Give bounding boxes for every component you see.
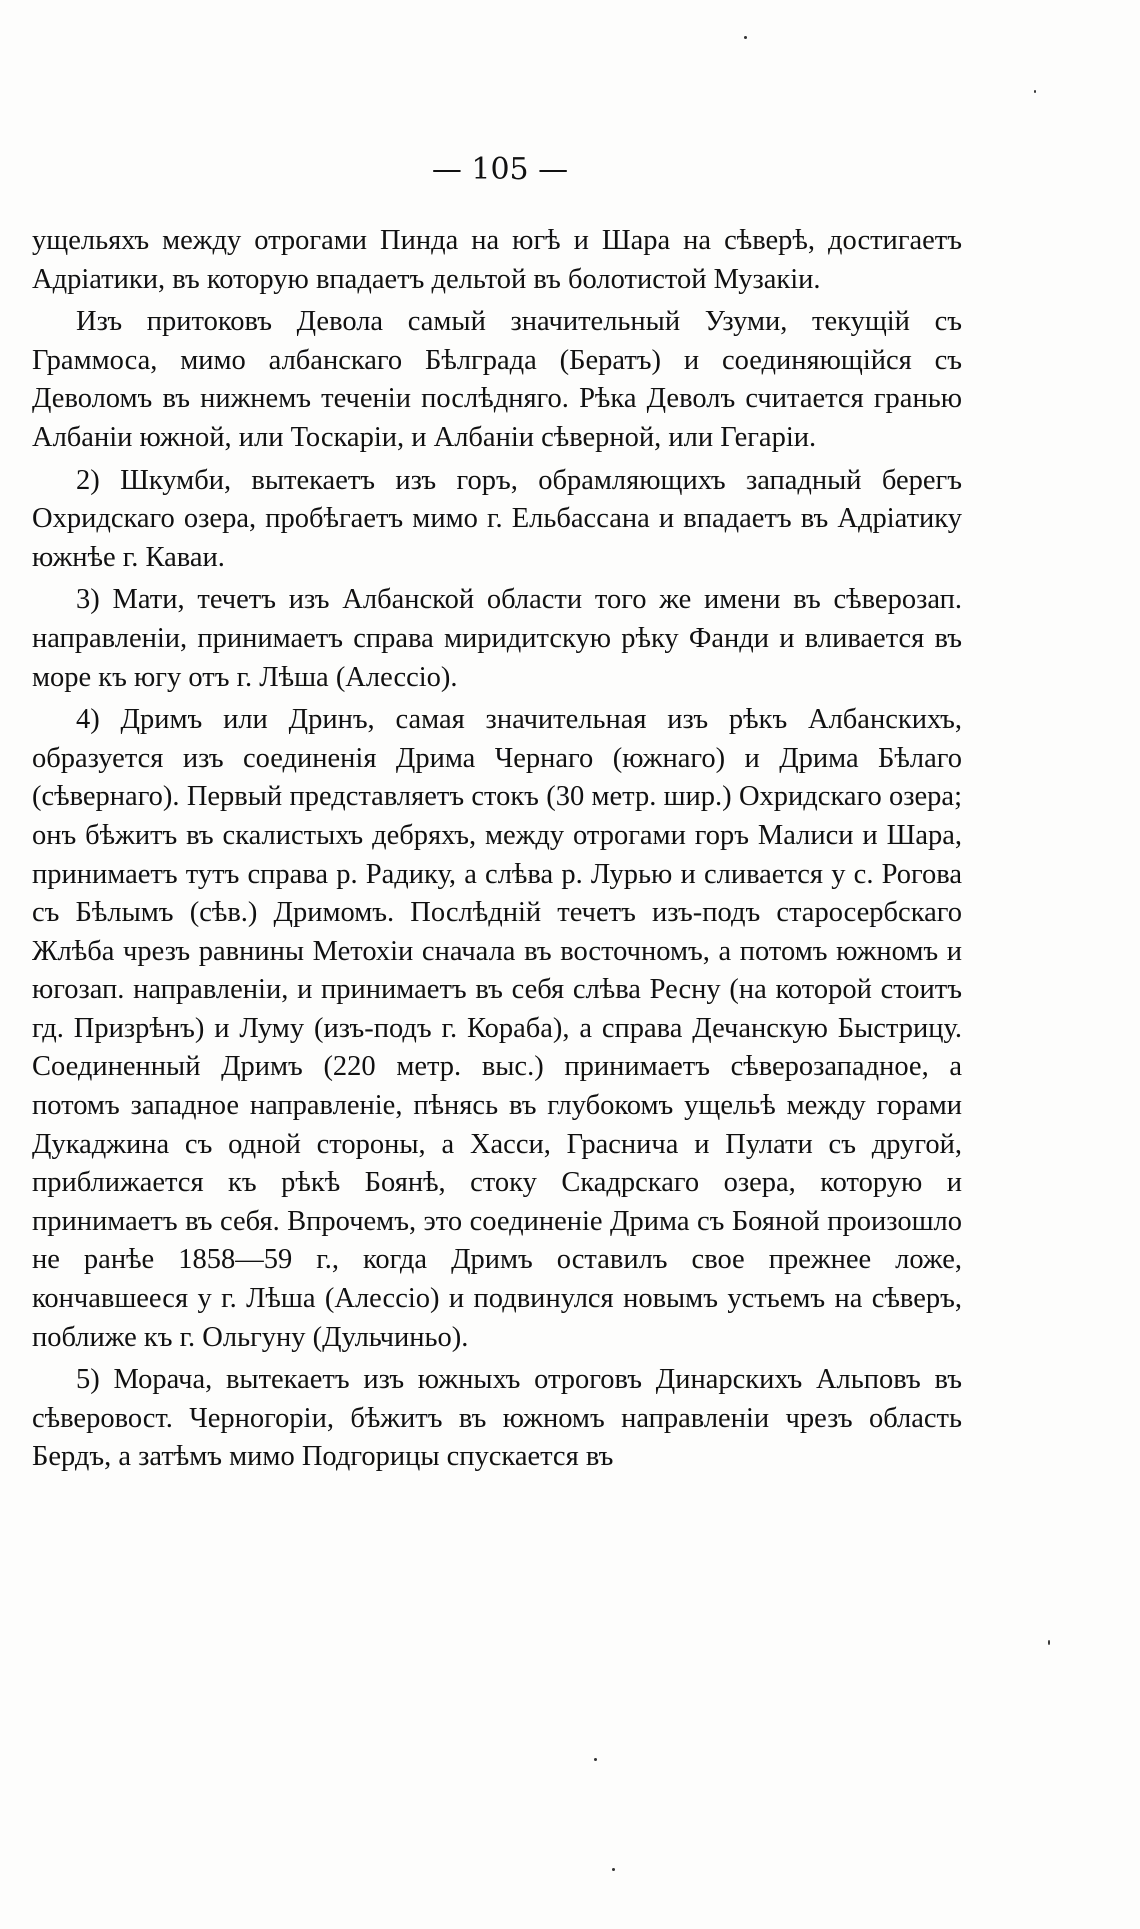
paragraph-1: ущельяхъ между отрогами Пинда на югѣ и Шара на сѣверѣ, достигаетъ Адріатики, въ которую впадаетъ дельтой въ болотистой Музакіи.	[32, 225, 962, 295]
body-text	[32, 222, 962, 1481]
paragraph-6: 5) Морача, вытекаетъ изъ южныхъ отроговъ Динарскихъ Альповъ въ сѣверовост. Черногоріи, бѣжитъ въ южномъ направленіи чрезъ область Бердъ, а затѣмъ мимо Подгорицы спускается въ	[32, 1364, 962, 1473]
paragraph-2: Изъ притоковъ Девола самый значительный Узуми, текущій съ Граммоса, мимо албанскаго Бѣлграда (Бератъ) и соединяющійся съ Деволомъ въ нижнемъ теченіи послѣдняго. Рѣка Деволъ считается гранью Албаніи южной, или Тоскаріи, и Албаніи сѣверной, или Гегаріи.	[32, 306, 962, 453]
scan-speck	[744, 36, 747, 39]
scan-speck	[1048, 1640, 1050, 1645]
scan-speck	[1034, 90, 1036, 93]
scan-speck	[612, 1868, 615, 1871]
page-number: — 105 —	[431, 152, 569, 187]
paragraph-4: 3) Мати, течетъ изъ Албанской области того же имени въ сѣверозап. направленіи, принимаетъ справа миридитскую рѣку Фанди и вливается въ море къ югу отъ г. Лѣша (Алессіо).	[32, 584, 962, 693]
scan-speck	[594, 1758, 597, 1761]
paragraph-5: 4) Дримъ или Дринъ, самая значительная изъ рѣкъ Албанскихъ, образуется изъ соединенія Дрима Чернаго (южнаго) и Дрима Бѣлаго (сѣвернаго). Первый представляетъ стокъ (30 метр. шир.) Охридскаго озера; онъ бѣжитъ въ скалистыхъ дебряхъ, между отрогами горъ Малиси и Шара, принимаетъ тутъ справа р. Радику, а слѣва р. Лурью и сливается у с. Рогова съ Бѣлымъ (сѣв.) Дримомъ. Послѣдній течетъ изъ-подъ старосербскаго Жлѣба чрезъ равнины Метохіи сначала въ восточномъ, а потомъ южномъ и югозап. направленіи, и принимаетъ въ себя слѣва Ресну (на которой стоитъ гд. Призрѣнъ) и Луму (изъ-подъ г. Кораба), а справа Дечанскую Быстрицу. Соединенный Дримъ (220 метр. выс.) принимаетъ сѣверозападное, а потомъ западное направленіе, пѣнясь въ глубокомъ ущельѣ между горами Дукаджина съ одной стороны, а Хасси, Граснича и Пулати съ другой, приближается къ рѣкѣ Боянѣ, стоку Скадрскаго озера, которую и принимаетъ въ себя. Впрочемъ, это соединеніе Дрима съ Бояной произошло не ранѣе 1858—59 г., когда Дримъ оставилъ свое прежнее ложе, кончавшееся у г. Лѣша (Алессіо) и подвинулся новымъ устьемъ на сѣверъ, поближе къ г. Ольгуну (Дульчиньо).	[32, 704, 962, 1353]
paragraph-3: 2) Шкумби, вытекаетъ изъ горъ, обрамляющихъ западный берегъ Охридскаго озера, пробѣгаетъ мимо г. Ельбассана и впадаетъ въ Адріатику южнѣе г. Каваи.	[32, 464, 962, 573]
